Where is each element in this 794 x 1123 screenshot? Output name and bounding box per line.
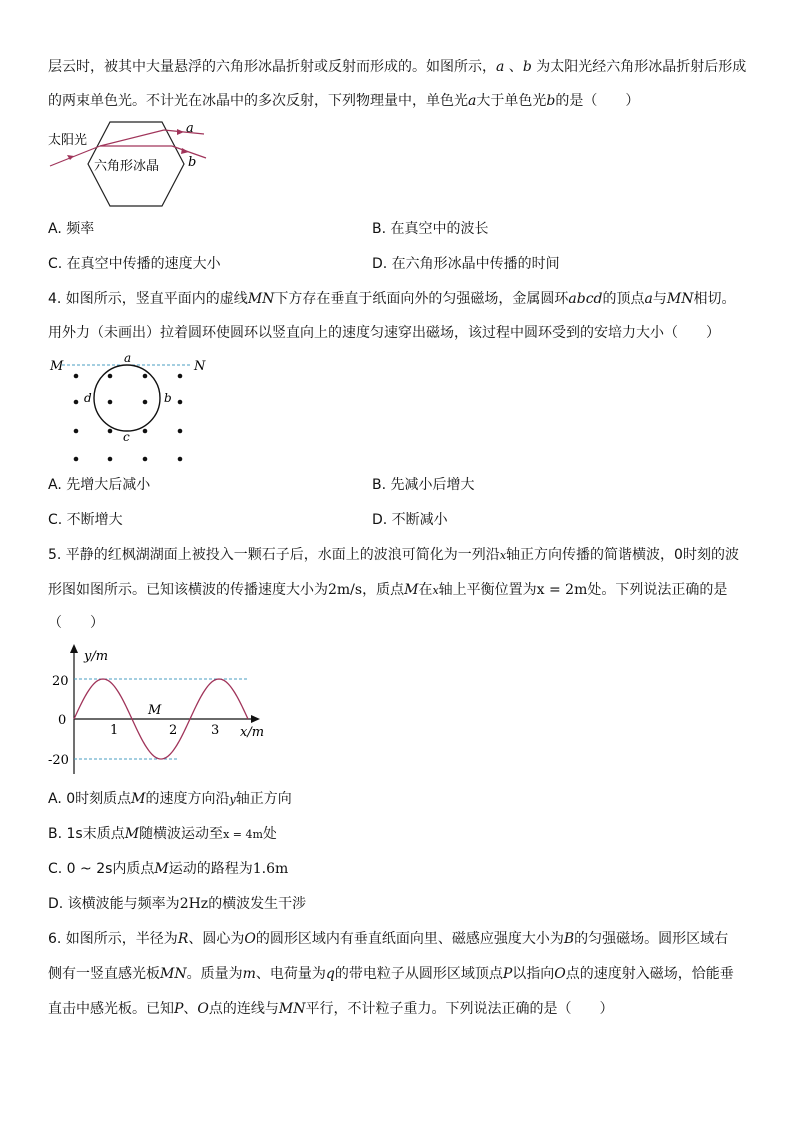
y-tick-0: 0	[58, 713, 67, 728]
q5-opt-text: 的速度方向沿	[145, 791, 230, 807]
q6-text: 的圆形区域内有垂直纸面向里、磁感应强度大小为	[255, 931, 564, 947]
q4-option-a[interactable]: A. 先增大后减小	[48, 477, 151, 493]
q5-speed: 2m/s	[328, 582, 363, 598]
q5-x: x	[499, 549, 507, 562]
q3-option-b[interactable]: B. 在真空中的波长	[372, 221, 489, 237]
q3-var-b: b	[546, 93, 556, 109]
q4-a: a	[644, 291, 653, 307]
q5-text: 在	[418, 582, 433, 598]
q6-stem-line-2	[48, 964, 734, 984]
crystal-label: 六角形冰晶	[94, 159, 160, 174]
y-tick-neg20: -20	[48, 753, 69, 768]
sunlight-label: 太阳光	[48, 133, 88, 148]
label-N: N	[194, 359, 206, 374]
y-tick-20: 20	[52, 674, 69, 689]
q4-mn: MN	[666, 291, 694, 307]
q6-text: 直击中感光板。已知	[48, 1001, 174, 1017]
q6-MN: MN	[278, 1001, 306, 1017]
label-c: c	[123, 430, 130, 444]
q5-opt-text: D. 该横波能与频率为	[48, 896, 180, 912]
q3-var-a: a	[496, 59, 505, 75]
x-tick-3: 3	[211, 723, 220, 738]
q5-wave-chart	[44, 640, 274, 780]
point-M-label: M	[148, 703, 162, 718]
q4-abcd: abcd	[568, 291, 603, 307]
q6-text: 的带电粒子从圆形区域顶点	[334, 966, 503, 982]
q3-stem-line-1	[48, 57, 746, 77]
q5-opt-val: 1.6m	[252, 861, 289, 877]
q6-text: 点的连线与	[208, 1001, 279, 1017]
q5-text: 轴正方向传播的简谐横波，0时刻的波	[506, 547, 739, 563]
q6-stem-line-3	[48, 999, 614, 1019]
q5-opt-M: M	[131, 791, 146, 807]
q5-text: 轴上平衡位置为	[438, 582, 537, 598]
x-tick-2: 2	[169, 723, 178, 738]
q4-text: 与	[652, 291, 667, 307]
q3-text: 为太阳光经六角形冰晶折射后形成	[531, 59, 747, 75]
q5-M: M	[404, 582, 419, 598]
q4-text: 的顶点	[602, 291, 645, 307]
q6-MN: MN	[160, 966, 187, 982]
q5-opt-text: B. 1s末质点	[48, 826, 125, 842]
ray-b-label: b	[188, 155, 197, 170]
q5-stem-line-2	[48, 580, 727, 601]
y-axis-arrow	[70, 644, 78, 653]
q6-O: O	[197, 1001, 209, 1017]
q6-text: 平行，不计粒子重力。下列说法正确的是（ ）	[305, 1001, 614, 1017]
q5-text: 5. 平静的红枫湖湖面上被投入一颗石子后，水面上的波浪可简化为一列沿	[48, 547, 500, 563]
q6-text: 的匀强磁场。圆形区域右	[574, 931, 729, 947]
q5-opt-text: A. 0时刻质点	[48, 791, 132, 807]
q5-opt-text: 处	[262, 826, 277, 842]
q5-opt-text: C. 0 ~ 2s内质点	[48, 861, 155, 877]
q6-text: 6. 如图所示，半径为	[48, 931, 178, 947]
q3-var-b: b	[522, 59, 532, 75]
q4-stem-line-2: 用外力（未画出）拉着圆环使圆环以竖直向上的速度匀速穿出磁场，该过程中圆环受到的安培力大小（ ）	[48, 325, 720, 341]
q5-stem-line-3: （ ）	[48, 615, 104, 631]
q6-O: O	[554, 966, 566, 982]
q5-opt-x: x = 4m	[223, 828, 263, 841]
label-a: a	[124, 351, 132, 365]
y-axis-label: y/m	[84, 649, 109, 664]
q6-text: 点的速度射入磁场，恰能垂	[565, 966, 734, 982]
q5-stem-line-1	[48, 545, 739, 566]
q6-text: 、圆心为	[188, 931, 245, 947]
field-dots	[74, 374, 183, 462]
x-axis-label: x/m	[240, 725, 265, 740]
q5-opt-text: 随横波运动至	[139, 826, 224, 842]
x-axis-arrow	[251, 715, 260, 723]
q5-option-c[interactable]	[48, 859, 288, 879]
q5-opt-val: 2Hz	[179, 896, 209, 912]
q6-P: P	[502, 966, 513, 982]
q6-q: q	[325, 966, 335, 982]
q4-stem-line-1	[48, 289, 735, 309]
q5-pos: x = 2m	[536, 582, 588, 598]
q6-text: 、电荷量为	[255, 966, 326, 982]
q4-text: 相切。	[693, 291, 736, 307]
q5-option-d[interactable]	[48, 894, 306, 914]
q6-text: 。质量为	[186, 966, 243, 982]
q4-option-d[interactable]: D. 不断减小	[372, 512, 448, 528]
q6-text: 侧有一竖直感光板	[48, 966, 160, 982]
q5-opt-text: 轴正方向	[235, 791, 292, 807]
q6-B: B	[563, 931, 575, 947]
metal-ring	[94, 365, 160, 431]
q6-O: O	[244, 931, 256, 947]
q3-text: 层云时，被其中大量悬浮的六角形冰晶折射或反射而形成的。如图所示，	[48, 59, 496, 75]
q4-mn: MN	[247, 291, 275, 307]
q3-sep: 、	[504, 59, 523, 75]
q5-opt-text: 运动的路程为	[168, 861, 253, 877]
x-tick-1: 1	[110, 723, 119, 738]
q3-text: 的两束单色光。不计光在冰晶中的多次反射，下列物理量中，单色光	[48, 93, 468, 109]
q5-x: x	[432, 584, 439, 597]
q5-option-b[interactable]	[48, 824, 277, 845]
q4-text: 4. 如图所示，竖直平面内的虚线	[48, 291, 248, 307]
q6-R: R	[177, 931, 189, 947]
ray-a-inside	[100, 130, 164, 146]
q6-text: 、	[183, 1001, 198, 1017]
q5-text: ，质点	[362, 582, 405, 598]
ray-a-arrow	[177, 129, 184, 135]
q6-m: m	[242, 966, 256, 982]
q3-option-c[interactable]: C. 在真空中传播的速度大小	[48, 256, 221, 272]
q6-P: P	[174, 1001, 184, 1017]
q4-magnetic-field-figure	[44, 350, 214, 468]
q3-text: 大于单色光	[476, 93, 547, 109]
q3-var-a: a	[468, 93, 477, 109]
q3-option-d[interactable]: D. 在六角形冰晶中传播的时间	[372, 256, 560, 272]
q4-option-c[interactable]: C. 不断增大	[48, 512, 123, 528]
q4-option-b[interactable]: B. 先减小后增大	[372, 477, 475, 493]
label-M: M	[50, 359, 64, 374]
q6-text: 以指向	[512, 966, 555, 982]
q5-opt-text: 的横波发生干涉	[208, 896, 307, 912]
q5-text: 形图如图所示。已知该横波的传播速度大小为	[48, 582, 328, 598]
q3-text: 的是（ ）	[555, 93, 640, 109]
label-d: d	[84, 391, 92, 405]
q5-opt-M: M	[154, 861, 169, 877]
q3-hexagon-figure	[44, 118, 214, 210]
q3-stem-line-2	[48, 91, 639, 111]
q5-option-a[interactable]	[48, 789, 292, 810]
q5-text: 处。下列说法正确的是	[587, 582, 728, 598]
q6-stem-line-1	[48, 929, 728, 949]
q5-opt-M: M	[124, 826, 140, 842]
label-b: b	[164, 391, 172, 405]
q4-text: 下方存在垂直于纸面向外的匀强磁场，金属圆环	[274, 291, 569, 307]
ray-a-label: a	[186, 121, 194, 136]
q5-opt-y: y	[229, 793, 236, 806]
q3-option-a[interactable]: A. 频率	[48, 221, 95, 237]
